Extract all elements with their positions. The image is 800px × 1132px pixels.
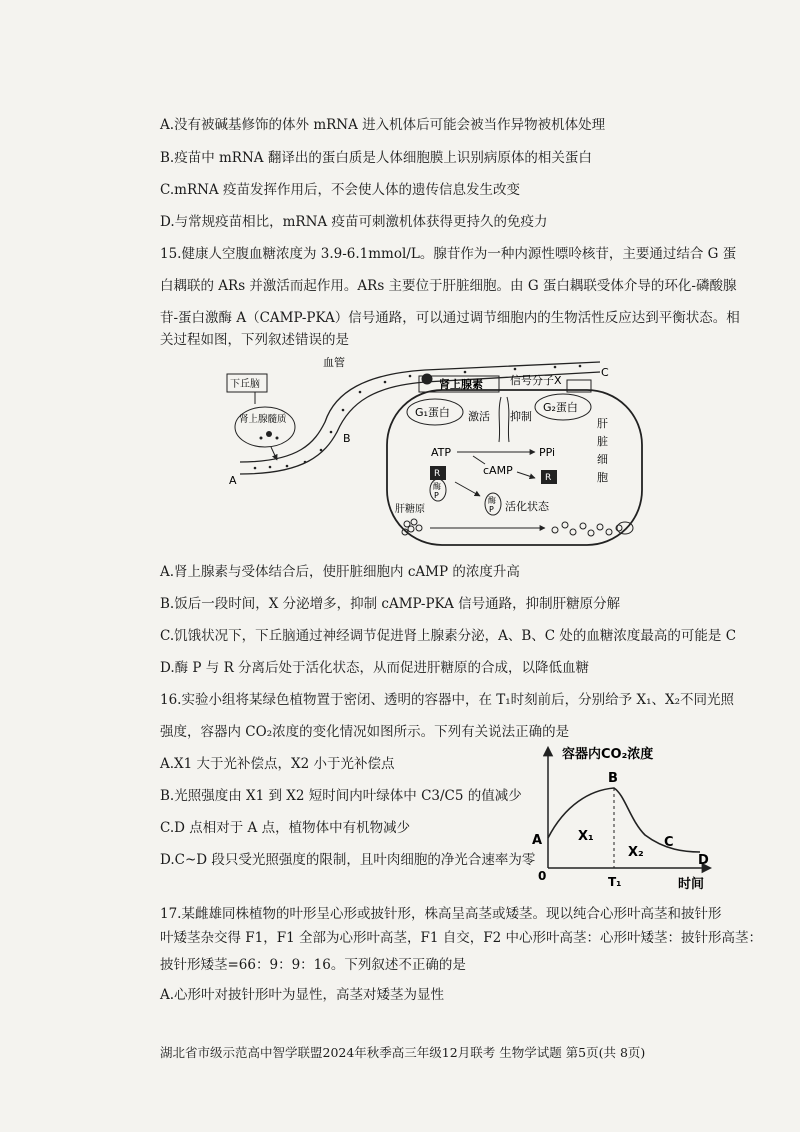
- liver-cell-label-2: 脏: [597, 435, 608, 448]
- label-c: C: [601, 366, 609, 379]
- y-axis-label: 容器内CO₂浓度: [562, 747, 654, 762]
- p-label: P: [434, 491, 439, 500]
- q15-stem-line: 白耦联的 ARs 并激活而起作用。ARs 主要位于肝脏细胞。由 G 蛋白耦联受体介导的环化-磷酸腺: [160, 278, 737, 294]
- liver-cell-label-4: 胞: [597, 471, 608, 484]
- ppi-label: PPi: [539, 446, 556, 459]
- point-c-label: C: [664, 835, 674, 850]
- vessel-label: 血管: [323, 356, 345, 369]
- camp-label: cAMP: [483, 464, 513, 477]
- r-label: R: [434, 469, 441, 479]
- adrenal-medulla-shape: [235, 407, 295, 447]
- point-b-label: B: [608, 771, 618, 786]
- signal-x-label: 信号分子X: [510, 374, 562, 387]
- enzyme-label: 酶: [433, 482, 441, 491]
- label-a: A: [229, 474, 237, 487]
- q15-option-a: A.肾上腺素与受体结合后，使肝脏细胞内 cAMP 的浓度升高: [160, 564, 520, 580]
- co2-curve: [548, 788, 700, 852]
- glycogen-label: 肝糖原: [395, 504, 425, 515]
- origin-label: 0: [538, 869, 547, 883]
- activate-label: 激活: [468, 410, 490, 423]
- x-axis-label: 时间: [678, 877, 705, 892]
- q16-option-a: A.X1 大于光补偿点，X2 小于光补偿点: [160, 756, 395, 772]
- page-footer: 湖北省市级示范高中智学联盟2024年秋季高三年级12月联考 生物学试题 第5页(共 8页): [160, 1045, 646, 1060]
- q14-option-d: D.与常规疫苗相比，mRNA 疫苗可刺激机体获得更持久的免疫力: [160, 214, 548, 230]
- glycogen-granules-icon: [402, 519, 422, 535]
- g1-label: G₁蛋白: [415, 406, 450, 419]
- liver-cell-label-1: 肝: [597, 417, 608, 430]
- q16-option-d: D.C~D 段只受光照强度的限制，且叶肉细胞的净光合速率为零: [160, 852, 536, 868]
- adrenal-medulla-label: 肾上腺髓质: [239, 414, 287, 425]
- q17-stem-line: 叶矮茎杂交得 F1，F1 全部为心形叶高茎，F1 自交，F2 中心形叶高茎：心形叶矮茎：披针形高茎：: [160, 930, 762, 946]
- t1-label: T₁: [608, 875, 622, 889]
- q16-option-c: C.D 点相对于 A 点，植物体中有机物减少: [160, 820, 411, 836]
- adrenaline-label: 肾上腺素: [439, 378, 483, 391]
- q15-stem-line: 苷-蛋白激酶 A（CAMP-PKA）信号通路，可以通过调节细胞内的生物活性反应达到平衡状态。相: [160, 310, 740, 326]
- q16-co2-graph: [520, 740, 735, 895]
- r-label-free: R: [545, 473, 552, 483]
- x2-region-label: X₂: [628, 845, 644, 860]
- q17-stem-line: 17.某雌雄同株植物的叶形呈心形或披针形，株高呈高茎或矮茎。现以纯合心形叶高茎和披针形: [160, 906, 722, 922]
- point-d-label: D: [698, 853, 709, 868]
- x1-region-label: X₁: [578, 829, 594, 844]
- q15-option-d: D.酶 P 与 R 分离后处于活化状态，从而促进肝糖原的合成，以降低血糖: [160, 660, 590, 676]
- enzyme-label-active: 酶: [488, 496, 496, 505]
- q15-stem-line: 关过程如图，下列叙述错误的是: [160, 332, 349, 348]
- q15-option-c: C.饥饿状况下，下丘脑通过神经调节促进肾上腺素分泌，A、B、C 处的血糖浓度最高的可能是 C: [160, 628, 737, 644]
- p-label-active: P: [489, 505, 494, 514]
- q16-option-b: B.光照强度由 X1 到 X2 短时间内叶绿体中 C3/C5 的值减少: [160, 788, 522, 804]
- atp-label: ATP: [431, 446, 452, 459]
- q15-stem-line: 15.健康人空腹血糖浓度为 3.9-6.1mmol/L。腺苷作为一种内源性嘌呤核苷，主要通过结合 G 蛋: [160, 246, 737, 262]
- q17-option-a: A.心形叶对披针形叶为显性，高茎对矮茎为显性: [160, 987, 445, 1003]
- glucose-molecules-icon: [552, 522, 622, 536]
- g2-label: G₂蛋白: [543, 401, 578, 414]
- q16-stem-line: 16.实验小组将某绿色植物置于密闭、透明的容器中，在 T₁时刻前后，分别给予 X₁、X₂不同光照: [160, 692, 735, 708]
- adrenaline-molecule-icon: [422, 374, 433, 385]
- inhibit-label: 抑制: [510, 410, 532, 423]
- liver-cell-label-3: 细: [597, 453, 608, 466]
- q16-stem-line: 强度，容器内 CO₂浓度的变化情况如图所示。下列有关说法正确的是: [160, 724, 570, 740]
- q14-option-c: C.mRNA 疫苗发挥作用后，不会使人体的遗传信息发生改变: [160, 182, 520, 198]
- q14-option-a: A.没有被碱基修饰的体外 mRNA 进入机体后可能会被当作异物被机体处理: [160, 117, 606, 133]
- q14-option-b: B.疫苗中 mRNA 翻译出的蛋白质是人体细胞膜上识别病原体的相关蛋白: [160, 150, 592, 166]
- q15-option-b: B.饭后一段时间，X 分泌增多，抑制 cAMP-PKA 信号通路，抑制肝糖原分解: [160, 596, 621, 612]
- point-a-label: A: [532, 833, 543, 848]
- q17-stem-line: 披针形矮茎=66：9：9：16。下列叙述不正确的是: [160, 957, 466, 973]
- q15-signaling-diagram: [225, 352, 655, 552]
- label-b: B: [343, 432, 351, 445]
- active-state-label: 活化状态: [505, 500, 549, 513]
- hypothalamus-label: 下丘脑: [230, 379, 260, 390]
